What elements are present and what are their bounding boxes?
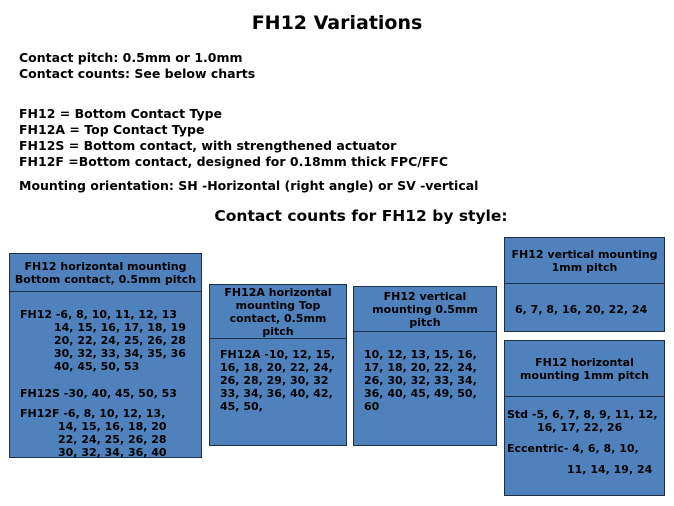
panel-body bbox=[210, 339, 346, 413]
fh12-counts-line: FH12 -6, 8, 10, 11, 12, 13 bbox=[20, 308, 178, 321]
vertical-counts-line: 17, 18, 20, 22, 24, bbox=[364, 361, 477, 374]
panel-body bbox=[10, 292, 201, 459]
panel-horizontal-1mm bbox=[504, 340, 665, 496]
panel-header: FH12 horizontal mounting Bottom contact, 0.5mm pitch bbox=[10, 254, 201, 292]
panel-body bbox=[505, 397, 664, 476]
fh12-counts-line: 14, 15, 16, 17, 18, 19 bbox=[54, 321, 186, 334]
panel-header: FH12 horizontal mounting 1mm pitch bbox=[505, 341, 664, 397]
fh12f-counts-line: 22, 24, 25, 26, 28 bbox=[58, 433, 167, 446]
panel-horizontal-bottom bbox=[9, 253, 202, 458]
panel-header: FH12A horizontal mounting Top contact, 0.5mm pitch bbox=[210, 285, 346, 339]
vertical-counts-line: 36, 40, 45, 49, 50, bbox=[364, 387, 477, 400]
fh12f-counts-line: 30, 32, 34, 36, 40 bbox=[58, 446, 167, 459]
panel-vertical-05mm bbox=[353, 286, 497, 446]
fh12-definition: FH12 = Bottom Contact Type bbox=[19, 106, 223, 121]
std-counts-line: Std -5, 6, 7, 8, 9, 11, 12, bbox=[507, 408, 658, 421]
vertical-counts-line: 10, 12, 13, 15, 16, bbox=[364, 348, 477, 361]
eccentric-counts-line: Eccentric- 4, 6, 8, 10, bbox=[507, 442, 639, 455]
fh12a-definition: FH12A = Top Contact Type bbox=[19, 122, 205, 137]
panel-horizontal-top bbox=[209, 284, 347, 446]
fh12f-definition: FH12F =Bottom contact, designed for 0.18mm thick FPC/FFC bbox=[19, 154, 449, 169]
eccentric-counts-line: 11, 14, 19, 24 bbox=[567, 463, 653, 476]
page-title: FH12 Variations bbox=[251, 12, 423, 34]
vertical-1mm-counts: 6, 7, 8, 16, 20, 22, 24 bbox=[515, 303, 648, 316]
mounting-orientation-text: Mounting orientation: SH -Horizontal (right angle) or SV -vertical bbox=[19, 178, 479, 193]
contact-pitch-text: Contact pitch: 0.5mm or 1.0mm bbox=[19, 50, 243, 65]
fh12-counts-line: 30, 32, 33, 34, 35, 36 bbox=[54, 347, 186, 360]
fh12s-counts: FH12S -30, 40, 45, 50, 53 bbox=[20, 387, 177, 400]
panel-header: FH12 vertical mounting 1mm pitch bbox=[505, 238, 664, 284]
fh12s-definition: FH12S = Bottom contact, with strengthened actuator bbox=[19, 138, 397, 153]
fh12-counts-line: 40, 45, 50, 53 bbox=[54, 360, 140, 373]
fh12a-counts-line: 16, 18, 20, 22, 24, bbox=[220, 361, 333, 374]
fh12a-counts-line: 45, 50, bbox=[220, 400, 263, 413]
panel-vertical-1mm bbox=[504, 237, 665, 332]
fh12f-counts bbox=[20, 407, 195, 459]
fh12-counts bbox=[20, 308, 195, 373]
fh12a-counts-line: 26, 28, 29, 30, 32 bbox=[220, 374, 329, 387]
panel-header: FH12 vertical mounting 0.5mm pitch bbox=[354, 287, 496, 332]
fh12a-counts-line: FH12A -10, 12, 15, bbox=[220, 348, 336, 361]
fh12-counts-line: 20, 22, 24, 25, 26, 28 bbox=[54, 334, 186, 347]
panel-body bbox=[505, 284, 664, 316]
fh12a-counts-line: 33, 34, 36, 40, 42, bbox=[220, 387, 333, 400]
fh12f-counts-line: 14, 15, 16, 18, 20 bbox=[58, 420, 167, 433]
vertical-counts-line: 26, 30, 32, 33, 34, bbox=[364, 374, 477, 387]
contact-counts-text: Contact counts: See below charts bbox=[19, 66, 256, 81]
std-counts-line: 16, 17, 22, 26 bbox=[537, 421, 623, 434]
vertical-counts-line: 60 bbox=[364, 400, 380, 413]
fh12f-counts-line: FH12F -6, 8, 10, 12, 13, bbox=[20, 407, 166, 420]
panel-body bbox=[354, 332, 496, 413]
section-subtitle: Contact counts for FH12 by style: bbox=[214, 207, 508, 225]
